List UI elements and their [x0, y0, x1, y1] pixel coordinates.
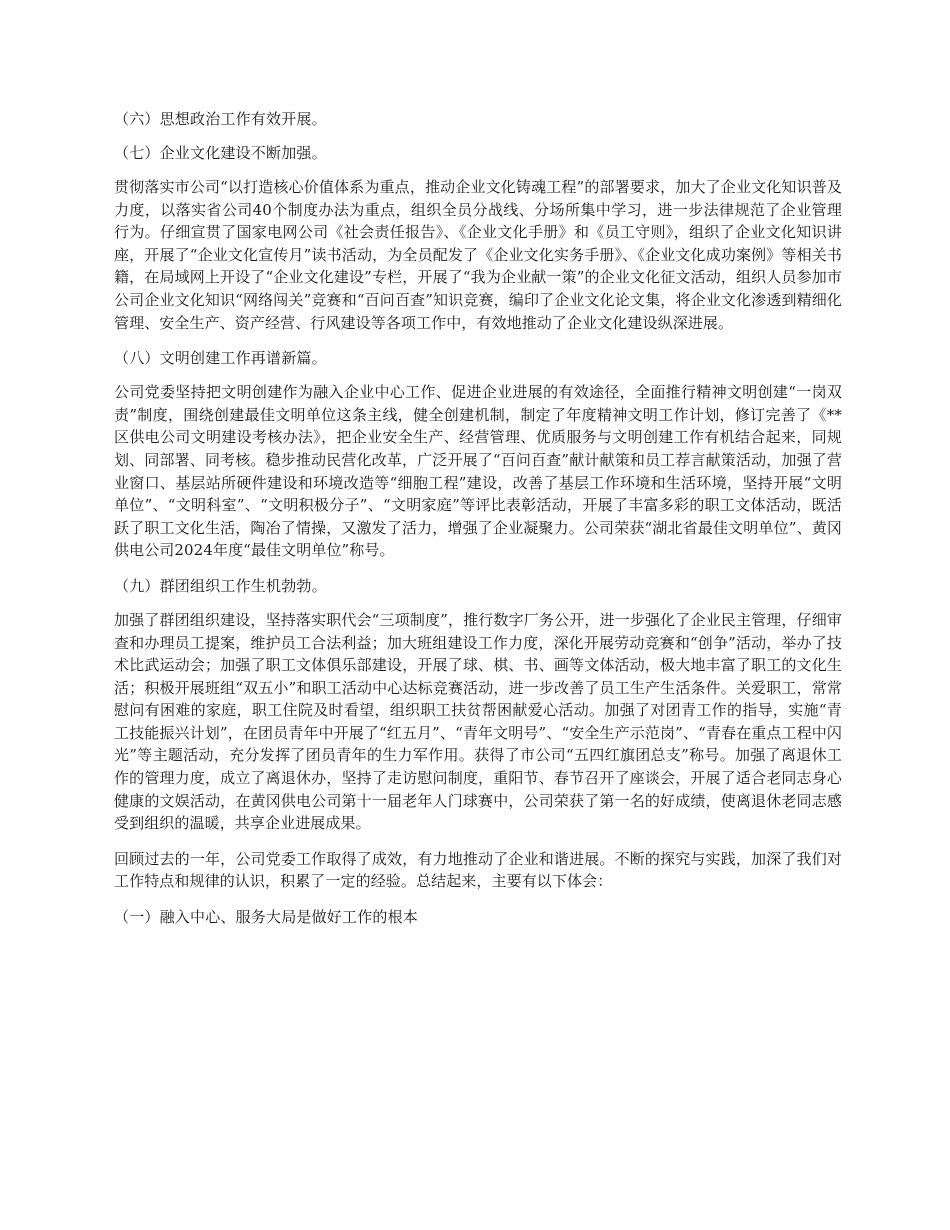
section-heading-9: （九）群团组织工作生机勃勃。 — [114, 576, 327, 595]
paragraph-civilization-building: 公司党委坚持把文明创建作为融入企业中心工作、促进企业进展的有效途径，全面推行精神文明创建“一岗双责”制度，围绕创建最佳文明单位这条主线，健全创建机制，制定了年度精神文明工作计划，修订完善了《**区供电公司文明建设考核办法》，把企业安全生产、经营管理、优质服务与文明创建工作有机结合起来，同规划、同部署、同考核。稳步推动民营化改革，广泛开展了“百问百查”献计献策和员工荐言献策活动，加强了营业窗口、基层站所硬件建设和环境改造等“细胞工程”建设，改善了基层工作环境和生活环境，坚持开展“文明单位”、“文明科室”、“文明积极分子”、“文明家庭”等评比表彰活动，开展了丰富多彩的职工文体活动，既活跃了职工文化生活，陶冶了情操，又激发了活力，增强了企业凝聚力。公司荣获“湖北省最佳文明单位”、黄冈供电公司2024年度“最佳文明单位”称号。 — [114, 383, 842, 560]
section-heading-6: （六）思想政治工作有效开展。 — [114, 110, 327, 128]
section-heading-8: （八）文明创建工作再谱新篇。 — [114, 349, 327, 368]
subsection-heading-1: （一）融入中心、服务大局是做好工作的根本 — [114, 908, 419, 927]
paragraph-mass-organizations: 加强了群团组织建设，坚持落实职代会“三项制度”，推行数字厂务公开，进一步强化了企业民主管理，仔细审查和办理员工提案，维护员工合法利益；加大班组建设工作力度，深化开展劳动竞赛和“创争”活动，举办了技术比武运动会；加强了职工文体俱乐部建设，开展了球、棋、书、画等文体活动，极大地丰富了职工的文化生活；积极开展班组“双五小”和职工活动中心达标竞赛活动，进一步改善了员工生产生活条件。关爱职工，常常慰问有困难的家庭，职工住院及时看望，组织职工扶贫帮困献爱心活动。加强了对团青工作的指导，实施“青工技能振兴计划”，在团员青年中开展了“红五月”、“青年文明号”、“安全生产示范岗”、“青春在重点工程中闪光”等主题活动，充分发挥了团员青年的生力军作用。获得了市公司“五四红旗团总支”称号。加强了离退休工作的管理力度，成立了离退休办，坚持了走访慰问制度，重阳节、春节召开了座谈会，开展了适合老同志身心健康的文娱活动，在黄冈供电公司第十一届老年人门球赛中，公司荣获了第一名的好成绩，使离退休老同志感受到组织的温暖，共享企业进展成果。 — [114, 610, 842, 833]
paragraph-review-summary: 回顾过去的一年，公司党委工作取得了成效，有力地推动了企业和谐进展。不断的探究与实践，加深了我们对工作特点和规律的认识，积累了一定的经验。总结起来，主要有以下体会： — [114, 849, 842, 891]
document-page — [114, 108, 842, 940]
paragraph-corporate-culture: 贯彻落实市公司“以打造核心价值体系为重点，推动企业文化铸魂工程”的部署要求，加大了企业文化知识普及力度，以落实省公司40个制度办法为重点，组织全员分战线、分场所集中学习，进一步法律规范了企业管理行为。仔细宣贯了国家电网公司《社会责任报告》、《企业文化手册》和《员工守则》，组织了企业文化知识讲座，开展了“企业文化宣传月”读书活动，为全员配发了《企业文化实务手册》、《企业文化成功案例》等相关书籍，在局域网上开设了“企业文化建设”专栏，开展了“我为企业献一策”的企业文化征文活动，组织人员参加市公司企业文化知识“网络闯关”竞赛和“百问百查”知识竞赛，编印了企业文化论文集，将企业文化渗透到精细化管理、安全生产、资产经营、行风建设等各项工作中，有效地推动了企业文化建设纵深进展。 — [114, 178, 842, 332]
section-heading-7: （七）企业文化建设不断加强。 — [114, 144, 327, 162]
